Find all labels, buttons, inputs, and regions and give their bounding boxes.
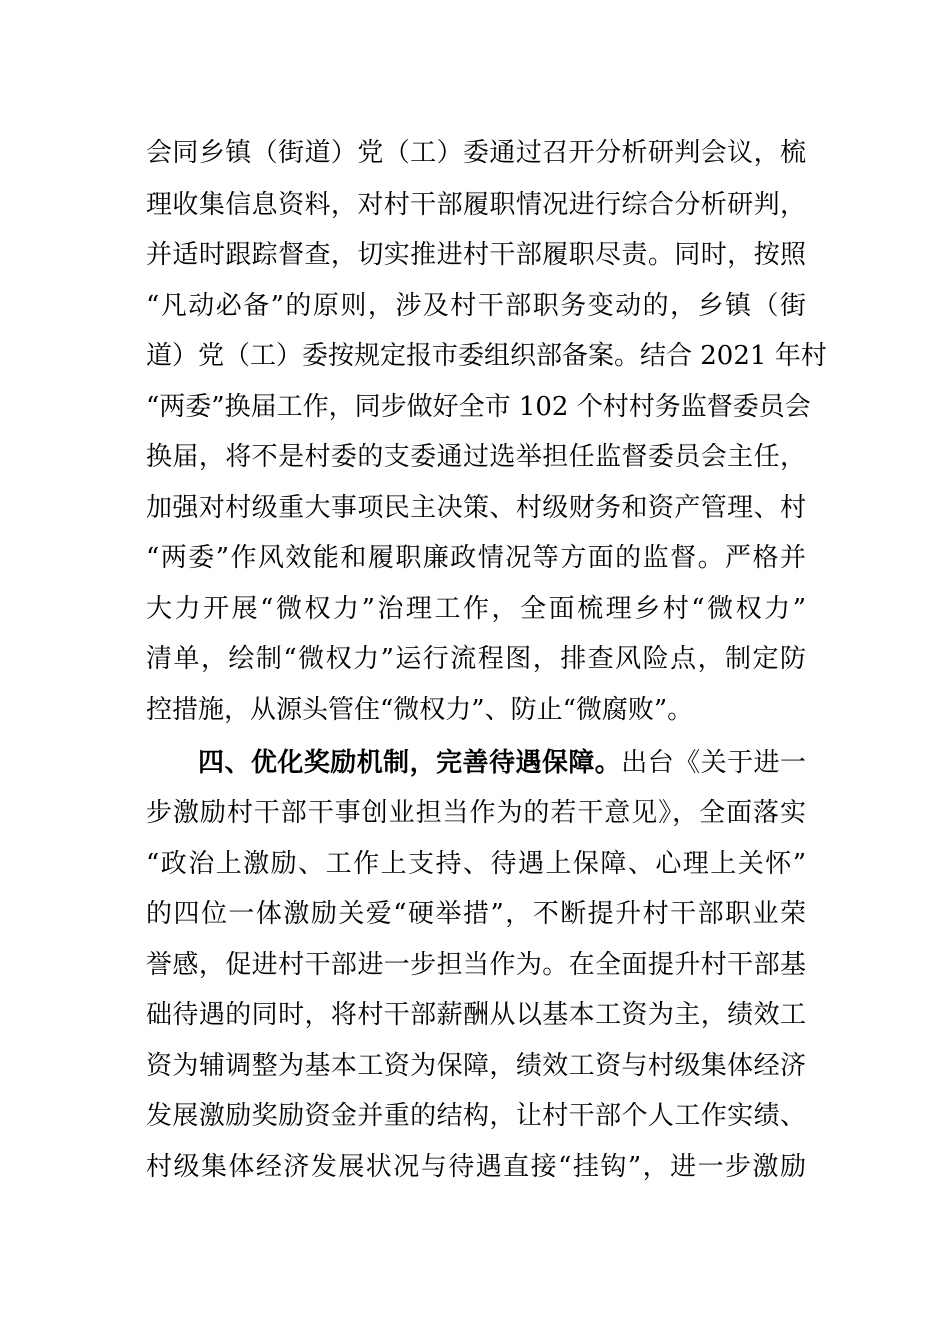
paragraph-1-line-6: “两委”换届工作，同步做好全市 102 个村村务监督委员会: [146, 392, 811, 422]
section-heading: 四、优化奖励机制，完善待遇保障。: [198, 748, 622, 778]
paragraph-2-first-line: [198, 738, 806, 788]
paragraph-2-line-6: 础待遇的同时，将村干部薪酬从以基本工资为主，绩效工: [146, 1000, 806, 1030]
paragraph-2-line-8: 发展激励奖励资金并重的结构，让村干部个人工作实绩、: [146, 1101, 806, 1131]
paragraph-1-line-12: 控措施，从源头管住“微权力”、防止“微腐败”。: [146, 695, 694, 725]
paragraph-1-line-8: 加强对村级重大事项民主决策、村级财务和资产管理、村: [146, 493, 806, 523]
paragraph-2-line-3: “政治上激励、工作上支持、待遇上保障、心理上关怀”: [146, 849, 806, 879]
paragraph-1-line-4: “凡动必备”的原则，涉及村干部职务变动的，乡镇（街: [146, 291, 806, 321]
paragraph-1-line-1: 会同乡镇（街道）党（工）委通过召开分析研判会议，梳: [146, 138, 806, 168]
paragraph-1-line-3: 并适时跟踪督查，切实推进村干部履职尽责。同时，按照: [146, 240, 806, 270]
paragraph-1-line-7: 换届，将不是村委的支委通过选举担任监督委员会主任，: [146, 442, 806, 472]
paragraph-1-line-10: 大力开展“微权力”治理工作，全面梳理乡村“微权力”: [146, 594, 806, 624]
paragraph-2-line-2: 步激励村干部干事创业担当作为的若干意见》，全面落实: [146, 798, 806, 828]
paragraph-2-first-line-text: 出台《关于进一: [621, 748, 806, 778]
paragraph-2-line-4: 的四位一体激励关爱“硬举措”，不断提升村干部职业荣: [146, 899, 806, 929]
paragraph-1-line-5: 道）党（工）委按规定报市委组织部备案。结合 2021 年村: [146, 341, 827, 371]
paragraph-1-line-9: “两委”作风效能和履职廉政情况等方面的监督。严格并: [146, 543, 806, 573]
paragraph-1-line-11: 清单，绘制“微权力”运行流程图，排查风险点，制定防: [146, 644, 806, 674]
paragraph-2-line-7: 资为辅调整为基本工资为保障，绩效工资与村级集体经济: [146, 1051, 806, 1081]
paragraph-2-line-9: 村级集体经济发展状况与待遇直接“挂钩”，进一步激励: [146, 1152, 806, 1182]
paragraph-2-line-5: 誉感，促进村干部进一步担当作为。在全面提升村干部基: [146, 950, 806, 980]
paragraph-1-line-2: 理收集信息资料，对村干部履职情况进行综合分析研判，: [146, 190, 806, 220]
